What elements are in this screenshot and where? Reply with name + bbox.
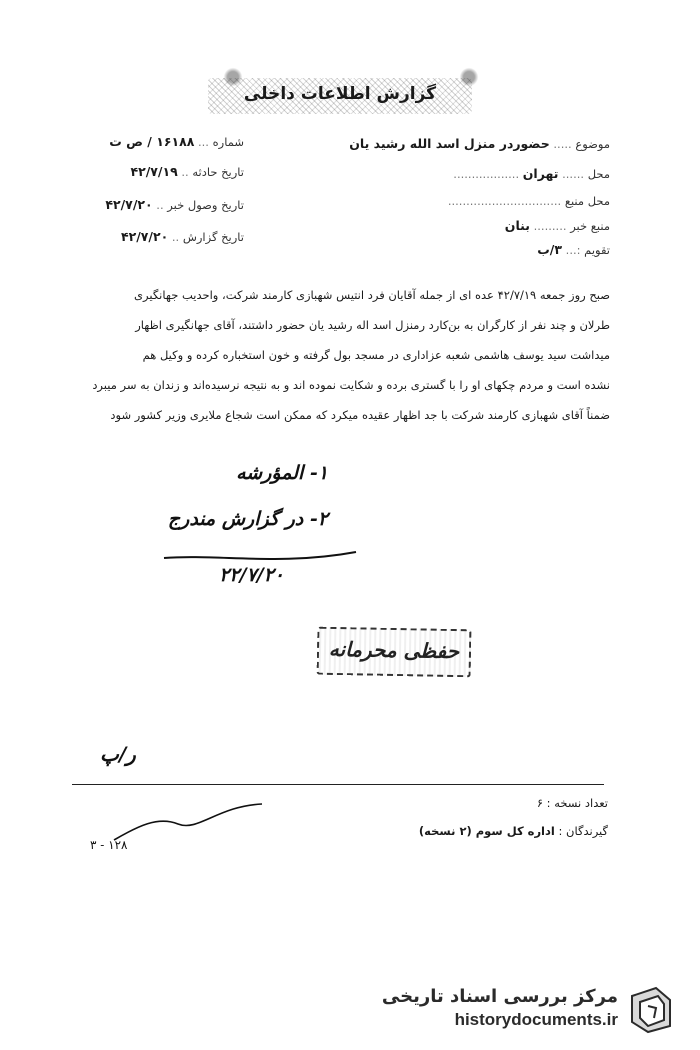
handwritten-note-2: ۲- در گزارش مندرج — [167, 508, 328, 530]
evaluation-value: ۳/ب — [537, 242, 563, 257]
dotted-leader: ..... — [553, 137, 572, 151]
body-line: میداشت سید یوسف هاشمی شعبه عزاداری در مسجد بول گرفته و خون استخباره کرده و وکیل هم — [142, 348, 610, 362]
body-line: ضمناً آقای شهبازی کارمند شرکت با جد اظهار عقیده میکرد که ممکن است شجاع ملایری وزیر کشور شود — [110, 408, 610, 422]
informant-value: بنان — [504, 218, 530, 233]
archive-watermark — [381, 980, 680, 1040]
event-date-field — [130, 164, 244, 179]
informant-label: منبع خبر — [570, 219, 610, 233]
margin-scribble — [108, 796, 268, 846]
margin-code: ۱۲۸ - ۳ — [90, 838, 128, 852]
body-line: نشده است و مردم چکهای او را با گستری برده و شکایت نموده اند و به نتیجه نرسیده‌اند و زندان به سر میبرد — [92, 378, 610, 392]
dotted-leader: ... — [198, 135, 209, 149]
dotted-leader: .. — [181, 165, 189, 179]
copies-field: تعداد نسخه : ۶ — [536, 796, 608, 810]
source-place-field — [448, 194, 610, 208]
classification-stamp — [317, 627, 472, 678]
body-line: طرلان و چند نفر از کارگران به بن‌کارد رمنزل اسد اله رشید یان حضور داشتند، آقای جهانگیری اظهار — [135, 318, 610, 332]
source-place-label: محل منبع — [564, 194, 610, 208]
dotted-leader: ...... — [562, 167, 585, 181]
number-label: شماره — [212, 135, 244, 149]
report-body — [62, 280, 610, 430]
dotted-leader: ............................... — [447, 194, 562, 208]
recipients-value: اداره کل سوم (۲ نسخه) — [418, 824, 555, 838]
handwritten-date: ۲۲/۷/۲۰ — [219, 564, 284, 586]
report-date-value: ۴۲/۷/۲۰ — [120, 229, 169, 244]
dotted-leader: .. — [156, 198, 164, 212]
handwritten-initials: ر/پ — [100, 742, 136, 766]
evaluation-field — [537, 242, 610, 257]
body-line: صبح روز جمعه ۴۲/۷/۱۹ عده ای از جمله آقایان فرد انتیس شهبازی کارمند شرکت، واحدیب جهانگیری — [134, 288, 610, 302]
report-title: گزارش اطلاعات داخلی — [243, 84, 437, 104]
report-date-field — [121, 229, 244, 244]
evaluation-label: تقویم — [584, 243, 610, 257]
location-field — [453, 166, 610, 181]
copies-label: تعداد نسخه — [554, 796, 608, 810]
subject-field — [349, 136, 610, 151]
handwritten-note-1: ۱- المؤرشه — [236, 462, 328, 484]
dotted-leader: :... — [565, 243, 581, 257]
location-value: تهران — [522, 166, 559, 181]
report-date-label: تاریخ گزارش — [182, 230, 244, 244]
event-date-label: تاریخ حادثه — [192, 165, 244, 179]
number-value: ۱۶۱۸۸ / ص ت — [109, 134, 195, 149]
dotted-leader: .. — [171, 230, 180, 244]
dotted-leader: ......... — [533, 219, 567, 233]
subject-label: موضوع — [575, 137, 610, 151]
receipt-date-label: تاریخ وصول خبر — [167, 198, 244, 212]
receipt-date-value: ۴۲/۷/۲۰ — [105, 197, 153, 212]
event-date-value: ۴۲/۷/۱۹ — [130, 164, 178, 179]
footer-divider — [72, 784, 604, 785]
archive-url: historydocuments.ir — [454, 1010, 618, 1029]
location-label: محل — [587, 167, 610, 181]
subject-value: حضوردر منزل اسد الله رشید یان — [349, 136, 550, 151]
recipients-field: گیرندگان : اداره کل سوم (۲ نسخه) — [418, 824, 608, 838]
dotted-leader: .................. — [453, 167, 520, 181]
archive-logo-icon — [626, 986, 676, 1034]
stamp-text: حفظی محرمانه — [328, 636, 460, 664]
receipt-date-field — [105, 197, 244, 212]
archive-name: مرکز بررسی اسناد تاریخی — [381, 986, 618, 1007]
number-field — [109, 134, 244, 149]
copies-value: ۶ — [536, 796, 543, 810]
report-header-banner — [208, 78, 472, 114]
informant-field — [505, 218, 610, 233]
recipients-label: گیرندگان — [566, 824, 608, 838]
